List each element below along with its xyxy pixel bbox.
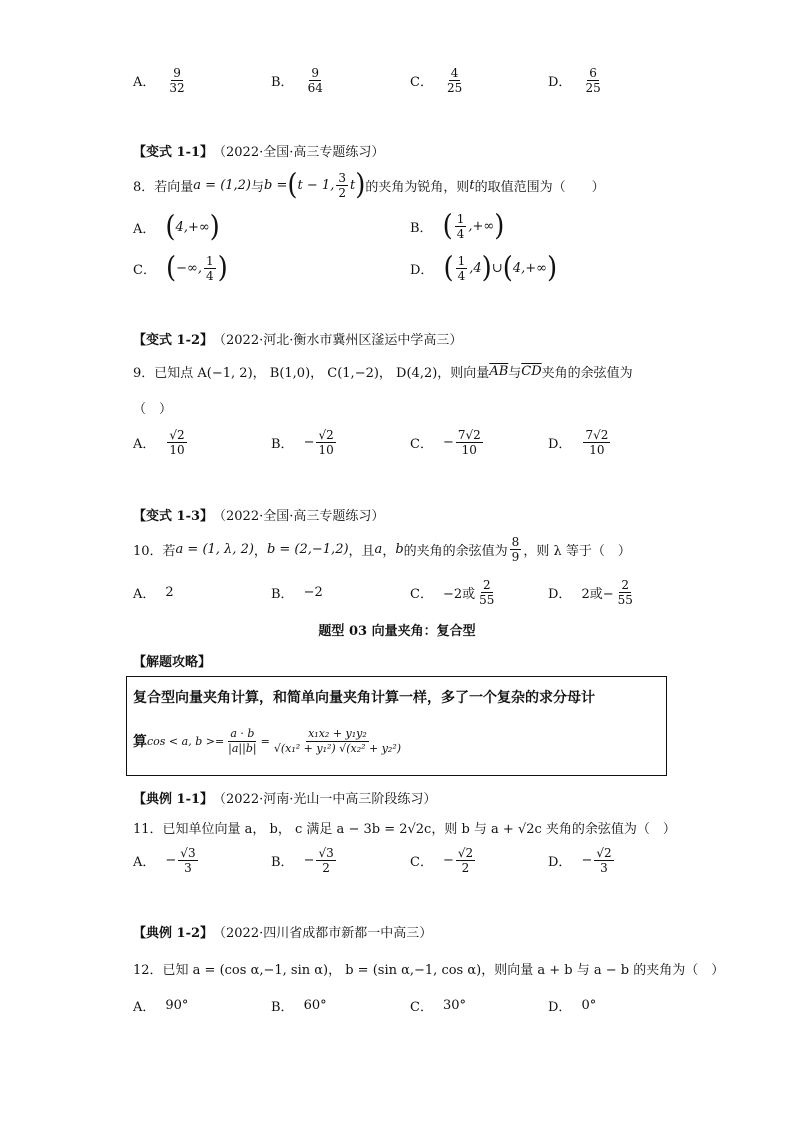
- fraction: [178, 846, 197, 875]
- option-text: 90°: [165, 998, 189, 1013]
- vector-cd: $\overline{CD}$: [521, 364, 542, 379]
- numerator: √3: [318, 846, 334, 860]
- denominator: 55: [617, 592, 633, 607]
- paren-right: ): [355, 168, 366, 202]
- numerator: 1: [456, 211, 465, 226]
- numerator: 4: [450, 66, 459, 80]
- denominator: 4: [456, 226, 465, 241]
- option-text: 4,+∞: [512, 260, 547, 276]
- option-label: B．: [271, 75, 294, 90]
- numerator: 8: [511, 534, 520, 549]
- numerator: a · b: [230, 726, 255, 740]
- strategy-line-1: 复合型向量夹角计算，和简单向量夹角计算一样，多了一个复杂的求分母计: [133, 690, 595, 706]
- fraction: [316, 846, 335, 875]
- q10-option-a: [133, 576, 174, 608]
- option-text: 4,+∞: [175, 219, 210, 235]
- numerator: 9: [311, 66, 320, 80]
- denominator: 9: [511, 549, 520, 564]
- variant-1-1-header: [133, 141, 384, 160]
- fraction: [316, 428, 335, 457]
- paren-right: ): [494, 209, 505, 243]
- option-text: 60°: [303, 998, 327, 1013]
- option-text: −∞,: [176, 260, 202, 276]
- q11-option-d: [548, 846, 616, 875]
- numerator: 2: [621, 577, 630, 592]
- text: ，且: [348, 543, 375, 559]
- fraction: [583, 428, 610, 457]
- numerator: √2: [169, 428, 185, 442]
- option-label: D．: [548, 855, 572, 870]
- option-label: A．: [133, 75, 156, 90]
- option-label: A．: [133, 1000, 156, 1015]
- text: ，: [253, 543, 267, 559]
- option-label: C．: [410, 855, 433, 870]
- paren-right: ): [546, 251, 558, 285]
- option-text: 2或−: [581, 586, 614, 602]
- denominator: 64: [307, 81, 323, 95]
- source: （2022·河南·光山一中高三阶段练习）: [213, 792, 437, 807]
- question-12: 12．已知 a = (cos α,−1, sin α)， b = (sin α,−1, cos α)，则向量 a + b 与 a − b 的夹角为（ ）: [133, 963, 725, 978]
- sign: −: [442, 853, 454, 868]
- question-11: 11．已知单位向量 a， b， c 满足 a − 3b = 2√2c，则 b 与 a + √2c 夹角的余弦值为（ ）: [133, 822, 676, 837]
- numerator: 9: [173, 66, 181, 80]
- example-tag: 【典例 1-1】: [133, 792, 214, 807]
- fraction: [204, 254, 216, 283]
- example-1-2-header: [133, 922, 432, 941]
- q9-option-d: [548, 428, 612, 457]
- paren-left: (: [165, 251, 177, 285]
- fraction: [445, 66, 464, 95]
- q11-option-c: [410, 846, 477, 875]
- denominator: 2: [338, 185, 346, 200]
- q8-option-a: [133, 210, 220, 244]
- numerator: 1: [205, 253, 214, 268]
- option-label: C．: [410, 1000, 433, 1015]
- q12-option-a: [133, 996, 188, 1015]
- text: 的夹角的余弦值为: [403, 543, 508, 559]
- question-prefix: 8．若向量: [133, 179, 194, 195]
- denominator: 2: [322, 861, 330, 875]
- option-text: ,4: [469, 260, 482, 276]
- fraction: [456, 846, 475, 875]
- fraction: [226, 727, 258, 756]
- vector-a: a = (1, λ, 2): [175, 541, 254, 557]
- q9-option-c: [410, 428, 485, 457]
- vector-b-body: t − 1,: [297, 177, 335, 193]
- sign: −: [165, 853, 177, 868]
- question-prefix: 10．若: [133, 543, 176, 559]
- option-text: −2或: [442, 586, 476, 602]
- numerator: √2: [457, 846, 474, 860]
- option-text: 0°: [581, 998, 597, 1013]
- text: 与: [251, 179, 265, 195]
- text: 夹角的余弦值为: [541, 366, 633, 381]
- fraction: [336, 171, 348, 200]
- denominator: 32: [169, 81, 185, 95]
- fraction: [306, 66, 325, 95]
- strategy-heading: 【解题攻略】: [133, 655, 212, 670]
- equals: =: [260, 734, 270, 748]
- example-1-1-header: [133, 788, 436, 807]
- q8-option-d: [410, 252, 557, 284]
- denominator: √(x₁² + y₁²) √(x₂² + y₂²): [273, 741, 402, 755]
- paren-left: (: [502, 251, 513, 285]
- denominator: 3: [184, 861, 192, 875]
- variant-tag: 【变式 1-1】: [133, 145, 214, 160]
- denominator: 10: [589, 443, 605, 457]
- q7-option-d: [548, 66, 605, 95]
- var-a: a: [374, 541, 383, 557]
- q7-option-a: [133, 66, 189, 95]
- paren-right: ): [481, 251, 492, 285]
- denominator: 10: [169, 443, 185, 457]
- option-label: B．: [271, 855, 294, 870]
- numerator: 2: [482, 577, 491, 592]
- option-label: A．: [133, 586, 156, 602]
- fraction: [272, 727, 403, 756]
- numerator: 7√2: [585, 428, 609, 442]
- denominator: 10: [461, 443, 477, 457]
- option-label: A．: [133, 221, 156, 237]
- paren-right: ): [209, 210, 220, 244]
- text: 的取值范围为（ ）: [474, 179, 605, 195]
- numerator: √2: [318, 428, 334, 442]
- option-label: B．: [271, 437, 294, 452]
- var-t: t: [469, 177, 475, 193]
- variant-tag: 【变式 1-2】: [133, 333, 214, 348]
- option-text: ,+∞: [468, 218, 495, 234]
- variant-tag: 【变式 1-3】: [133, 509, 214, 524]
- denominator: |a||b|: [228, 741, 257, 755]
- text: 的夹角为锐角，则: [365, 179, 470, 195]
- q9-option-a: [133, 428, 189, 457]
- strategy-formula: [133, 719, 405, 763]
- fraction: [583, 66, 602, 95]
- option-text: 30°: [442, 998, 466, 1013]
- option-label: B．: [271, 586, 294, 602]
- sign: −: [442, 435, 454, 450]
- q11-option-a: [133, 846, 200, 875]
- question-text: 9．已知点 A(−1, 2)， B(1,0)， C(1,−2)， D(4,2)，则向量: [133, 366, 490, 381]
- sign: −: [303, 853, 315, 868]
- question-8: [133, 170, 605, 200]
- fraction: [510, 535, 522, 564]
- paren-left: (: [443, 251, 454, 285]
- denominator: 4: [205, 268, 214, 283]
- source: （2022·河北·衡水市冀州区滏运中学高三）: [213, 333, 463, 348]
- q12-option-d: [548, 996, 596, 1015]
- option-label: B．: [410, 220, 433, 236]
- q10-option-b: [271, 576, 323, 608]
- question-10: [133, 532, 631, 566]
- option-label: D．: [548, 75, 572, 90]
- fraction: [616, 578, 635, 607]
- section-title: 题型 03 向量夹角：复合型: [318, 624, 476, 639]
- variant-1-2-header: [133, 329, 462, 348]
- option-label: C．: [410, 586, 433, 602]
- vector-b: b = (2,−1,2): [266, 541, 349, 557]
- option-label: B．: [271, 1000, 294, 1015]
- answer-blank: （ ）: [133, 402, 173, 417]
- q10-option-c: [410, 576, 498, 608]
- question-9: [133, 362, 633, 381]
- source: （2022·四川省成都市新都一中高三）: [213, 926, 433, 941]
- sign: −: [581, 853, 593, 868]
- denominator: 2: [461, 861, 470, 875]
- fraction: [167, 428, 186, 457]
- paren-right: ): [217, 251, 228, 285]
- denominator: 3: [600, 861, 608, 875]
- denominator: 4: [457, 268, 466, 283]
- option-label: C．: [410, 437, 433, 452]
- q11-option-b: [271, 846, 338, 875]
- source: （2022·全国·高三专题练习）: [213, 145, 385, 160]
- numerator: x₁x₂ + y₁y₂: [308, 726, 367, 740]
- paren-left: (: [442, 209, 453, 243]
- option-label: D．: [410, 262, 434, 278]
- vector-ab: $\overline{AB}$: [489, 364, 509, 379]
- fraction: [167, 66, 186, 95]
- option-label: D．: [548, 1000, 572, 1015]
- option-label: D．: [548, 437, 572, 452]
- fraction: [477, 578, 496, 607]
- option-label: D．: [548, 586, 572, 602]
- numerator: 6: [589, 66, 597, 80]
- formula-cos: cos < a, b >=: [147, 734, 225, 748]
- paren-left: (: [287, 168, 298, 202]
- text: ，则 λ 等于（ ）: [523, 543, 631, 559]
- fraction: [594, 846, 613, 875]
- q7-option-c: [410, 66, 466, 95]
- q12-option-b: [271, 996, 327, 1015]
- q7-option-b: [271, 66, 327, 95]
- denominator: 55: [479, 592, 495, 607]
- sign: −: [303, 435, 315, 450]
- vector-a: a = (1,2): [193, 177, 252, 193]
- example-tag: 【典例 1-2】: [133, 926, 214, 941]
- paren-left: (: [165, 210, 176, 244]
- fraction: [456, 428, 483, 457]
- option-label: A．: [133, 437, 156, 452]
- q10-option-d: [548, 576, 637, 608]
- union-symbol: ∪: [491, 260, 503, 276]
- q8-option-c: [133, 252, 228, 284]
- numerator: 3: [338, 170, 346, 185]
- fraction: [456, 254, 468, 283]
- strategy-line-2: 算: [133, 734, 147, 750]
- option-label: A．: [133, 855, 156, 870]
- source: （2022·全国·高三专题练习）: [213, 509, 385, 524]
- option-label: C．: [133, 262, 156, 278]
- numerator: √2: [596, 846, 612, 860]
- numerator: √3: [180, 846, 196, 860]
- q12-option-c: [410, 996, 466, 1015]
- option-label: C．: [410, 75, 433, 90]
- fraction: [455, 212, 467, 241]
- text: 与: [508, 366, 522, 381]
- option-text: −2: [303, 584, 323, 600]
- numerator: 1: [457, 253, 466, 268]
- option-text: 2: [165, 584, 174, 600]
- text: ，: [382, 543, 396, 559]
- var-b: b: [395, 541, 404, 557]
- variant-1-3-header: [133, 505, 384, 524]
- strategy-box: [126, 676, 667, 776]
- var-t: t: [349, 177, 356, 193]
- q8-option-b: [410, 210, 504, 242]
- denominator: 25: [585, 81, 601, 95]
- denominator: 25: [446, 81, 463, 95]
- vector-b-label: b =: [264, 177, 288, 193]
- q9-option-b: [271, 428, 338, 457]
- numerator: 7√2: [457, 428, 481, 442]
- denominator: 10: [318, 443, 334, 457]
